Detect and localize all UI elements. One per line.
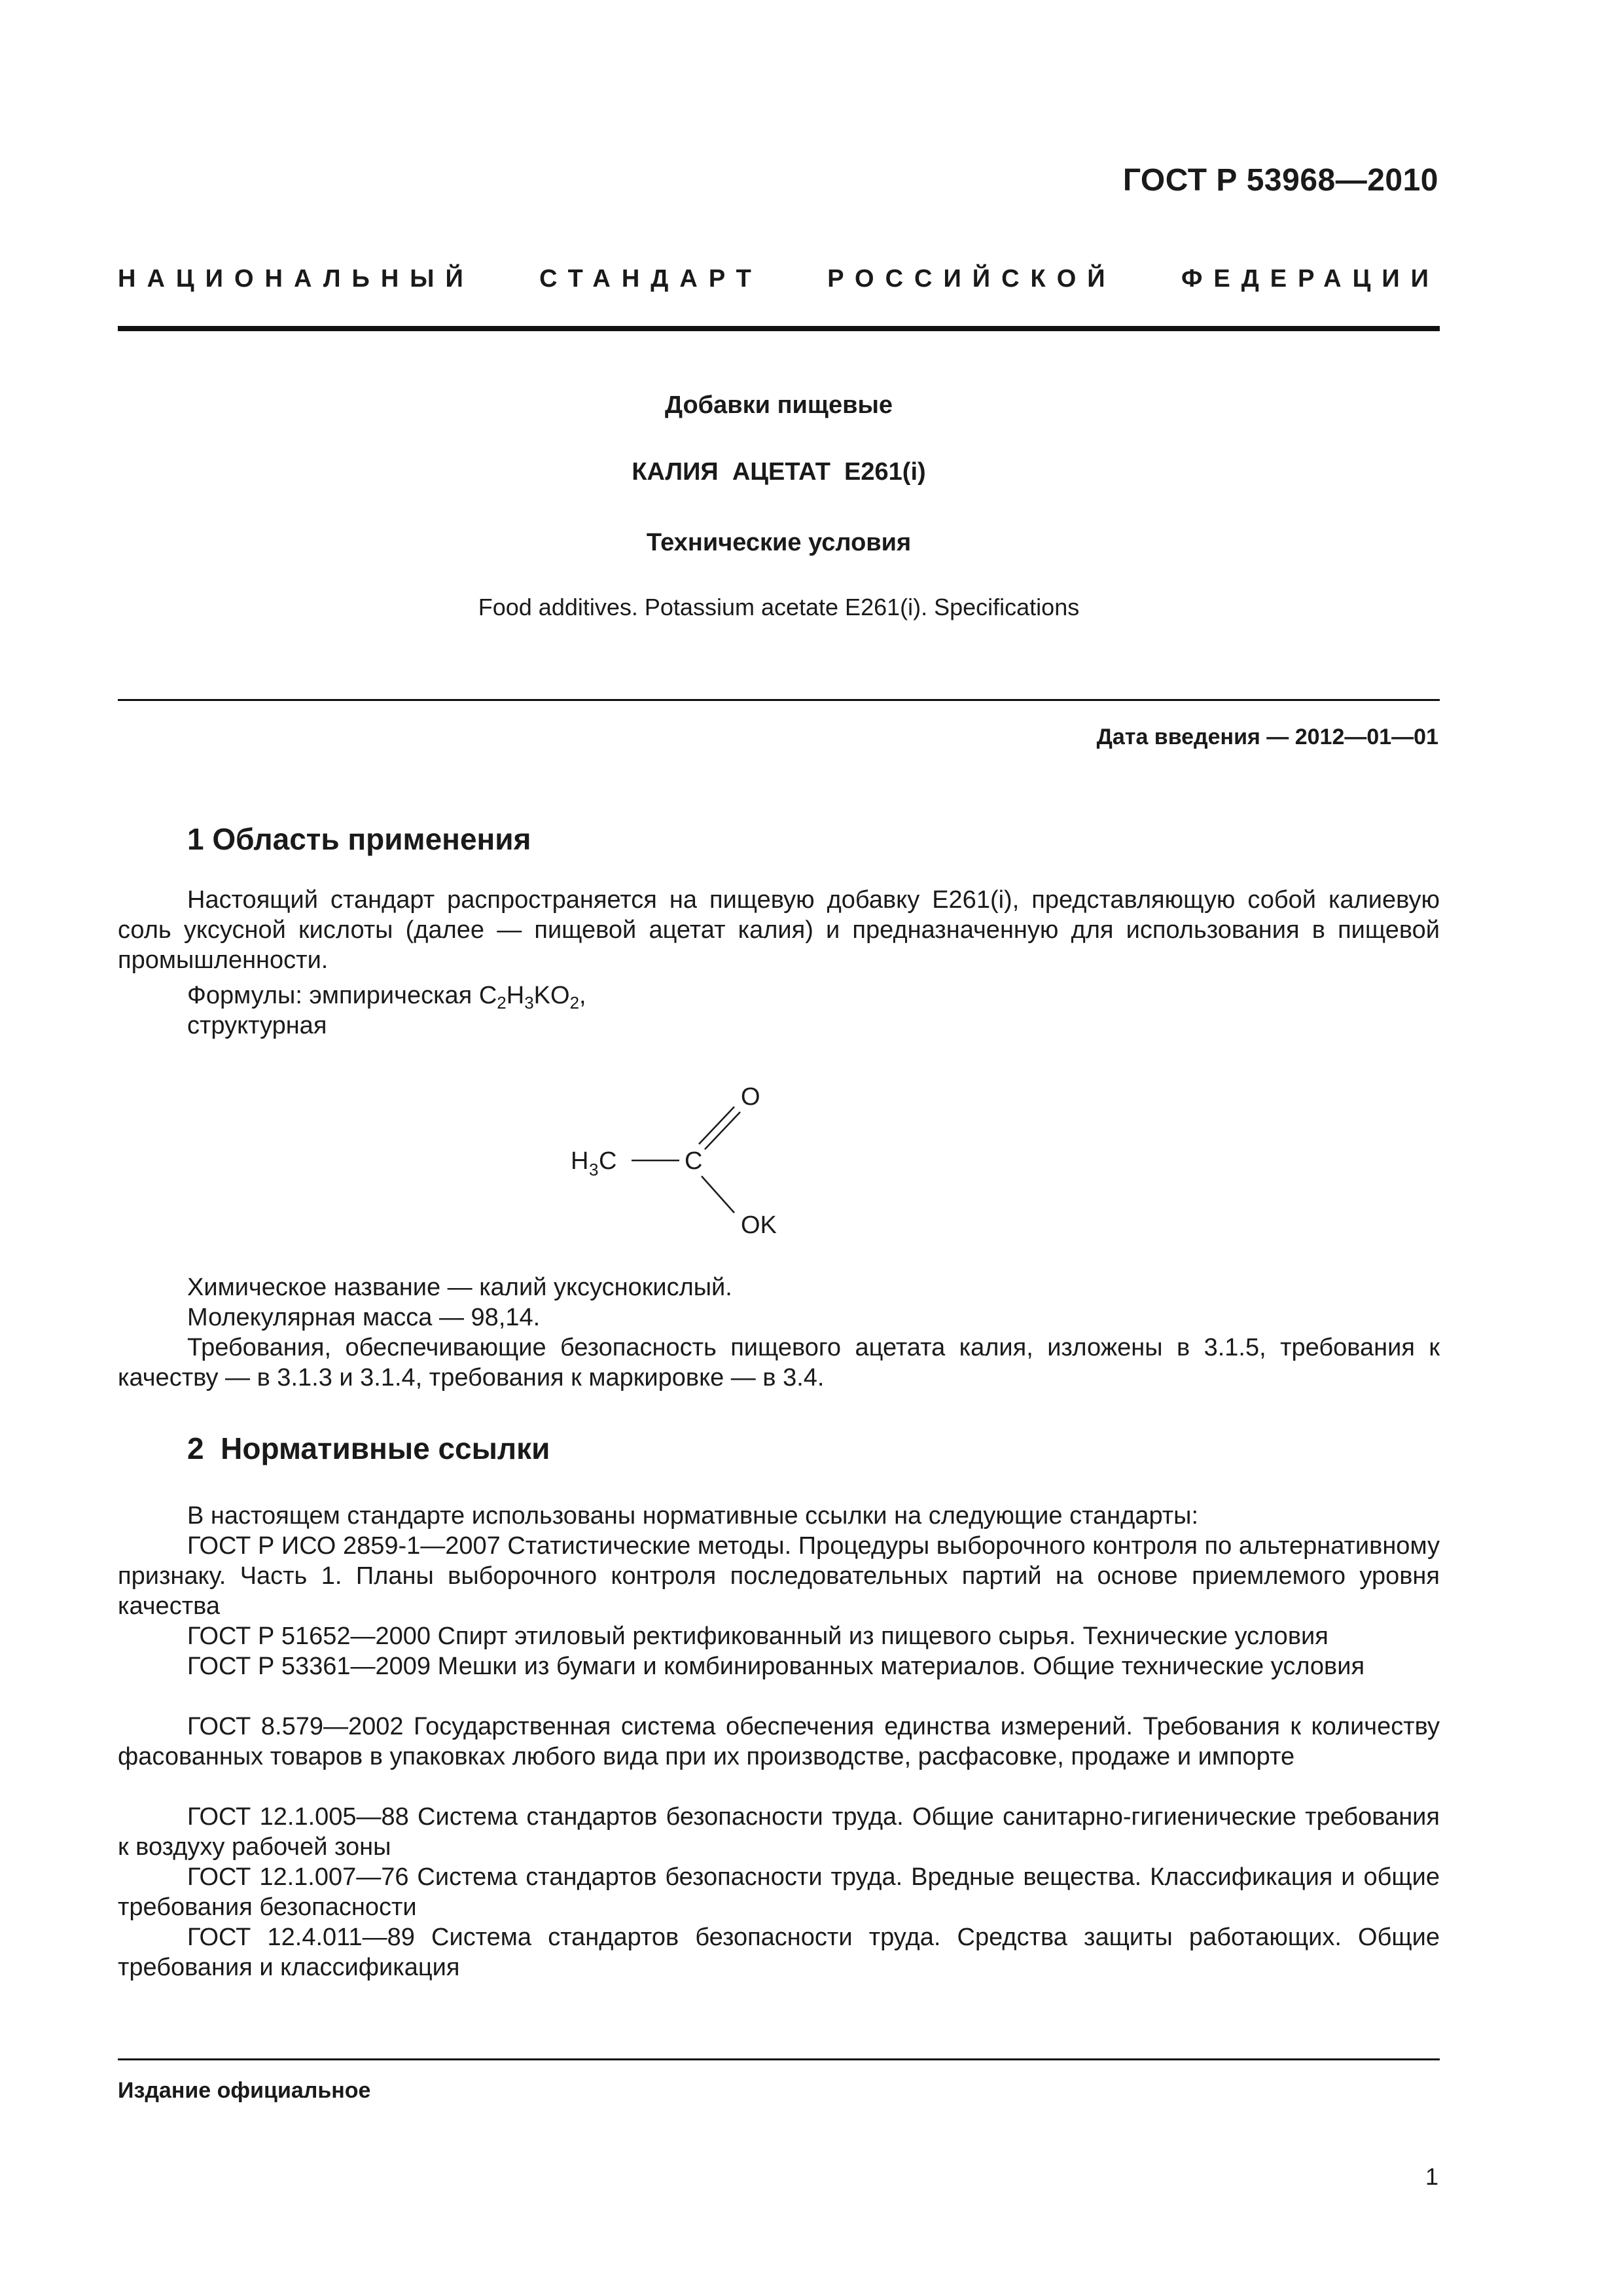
section1-paragraph: Настоящий стандарт распространяется на пищевую добавку Е261(i), представляющую собой калиевую соль уксусной кислоты (далее — пищевой ацетат калия) и предназначенную для использования в пищевой промышленности. [118, 886, 1440, 974]
banner-word: СТАНДАРТ [539, 265, 762, 293]
ok-group: OK [741, 1211, 777, 1239]
carbon-atom: C [685, 1147, 703, 1175]
banner-word: РОССИЙСКОЙ [827, 265, 1116, 293]
double-bond-1 [699, 1107, 734, 1144]
introduction-date: Дата введения — 2012—01—01 [1096, 725, 1438, 749]
reference-item: ГОСТ 12.1.005—88 Система стандартов безопасности труда. Общие санитарно-гигиенические требования к воздуху рабочей зоны [118, 1803, 1440, 1861]
footer-rule [118, 2058, 1440, 2060]
header-rule [118, 326, 1440, 331]
double-bond-2 [705, 1112, 740, 1149]
ch3-h: H [571, 1147, 589, 1175]
formula-label: Формулы: эмпирическая [187, 982, 479, 1009]
title-type: Технические условия [646, 529, 912, 556]
title-category: Добавки пищевые [664, 391, 893, 419]
banner-word: ФЕДЕРАЦИИ [1181, 265, 1440, 293]
reference-item: ГОСТ Р 53361—2009 Мешки из бумаги и комбинированных материалов. Общие технические условия [187, 1653, 1365, 1680]
references-intro: В настоящем стандарте использованы нормативные ссылки на следующие стандарты: [187, 1502, 1199, 1530]
banner-word: НАЦИОНАЛЬНЫЙ [118, 265, 474, 293]
reference-item: ГОСТ Р 51652—2000 Спирт этиловый ректификованный из пищевого сырья. Технические условия [187, 1623, 1329, 1650]
requirements-paragraph: Требования, обеспечивающие безопасность пищевого ацетата калия, изложены в 3.1.5, требования к качеству — в 3.1.3 и 3.1.4, требования к маркировке — в 3.4. [118, 1334, 1440, 1391]
molar-mass: Молекулярная масса — 98,14. [187, 1304, 541, 1331]
structural-formula [563, 1073, 798, 1244]
title-product: КАЛИЯ АЦЕТАТ Е261(i) [632, 458, 926, 486]
national-standard-banner [118, 265, 1440, 293]
ch3-subscript: 3 [589, 1160, 599, 1179]
title-rule [118, 699, 1440, 701]
reference-item: ГОСТ 12.1.007—76 Система стандартов безопасности труда. Вредные вещества. Классификация и общие требования безопасности [118, 1863, 1440, 1921]
reference-item: ГОСТ 12.4.011—89 Система стандартов безопасности труда. Средства защиты работающих. Общие требования и классификация [118, 1924, 1440, 1981]
single-bond-ok [702, 1176, 734, 1213]
edition-label: Издание официальное [118, 2078, 371, 2103]
reference-item: ГОСТ Р ИСО 2859-1—2007 Статистические методы. Процедуры выборочного контроля по альтернативному признаку. Часть 1. Планы выборочного контроля последовательных партий на основе приемлемого уровня качества [118, 1532, 1440, 1620]
section2-heading: 2 Нормативные ссылки [187, 1431, 550, 1465]
empirical-formula: Формулы: эмпирическая $C_2H_3KO_2$, [187, 982, 586, 1013]
gost-number: ГОСТ Р 53968—2010 [1122, 163, 1438, 198]
reference-item: ГОСТ 8.579—2002 Государственная система обеспечения единства измерений. Требования к количеству фасованных товаров в упаковках любого вида при их производстве, расфасовке, продаже и импорте [118, 1713, 1440, 1770]
oxygen-atom: O [741, 1083, 760, 1111]
structural-label: структурная [187, 1012, 327, 1039]
title-english: Food additives. Potassium acetate E261(i). Specifications [478, 594, 1080, 620]
section1-heading: 1 Область применения [187, 822, 531, 856]
page-number: 1 [1425, 2163, 1438, 2190]
ch3-c: C [599, 1147, 617, 1175]
chemical-name: Химическое название — калий уксуснокислый. [187, 1274, 732, 1301]
